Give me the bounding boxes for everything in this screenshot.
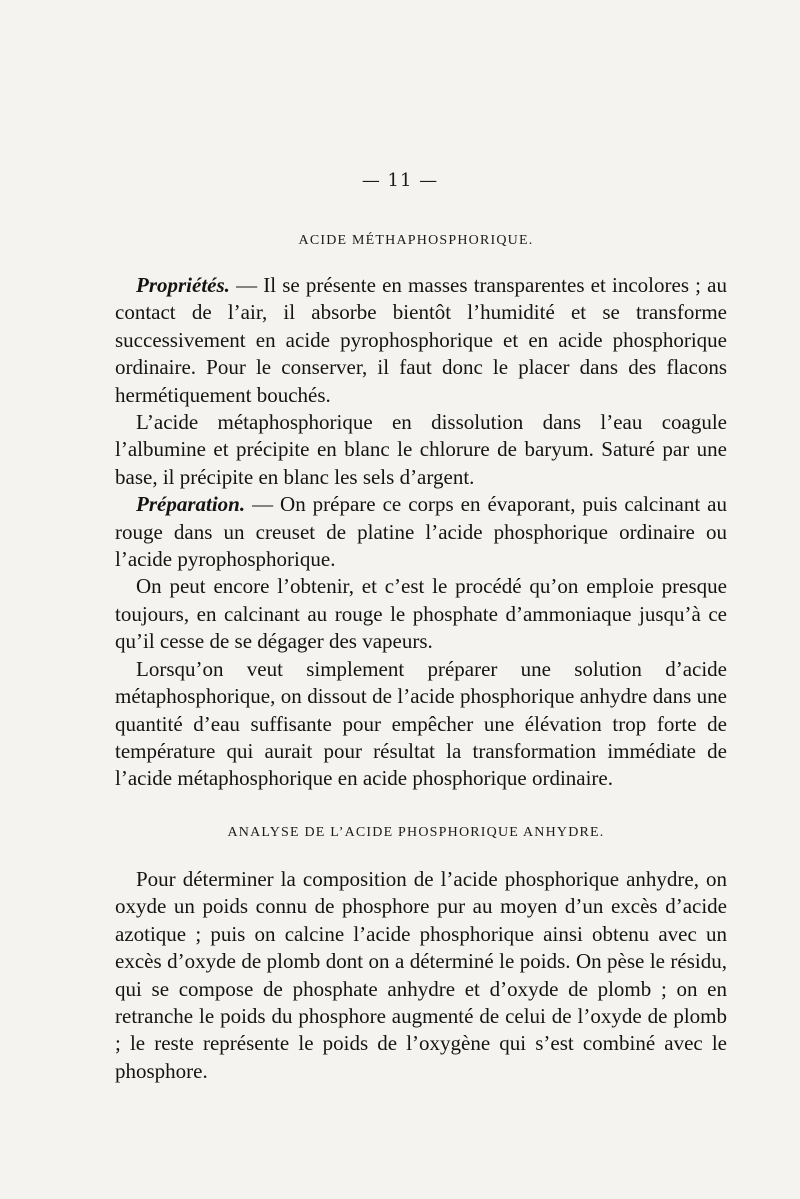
paragraph-properties [115,272,727,409]
run-in-heading-properties: Propriétés. [136,273,230,297]
paragraph-solution [115,656,727,793]
paragraph-preparation [115,491,727,573]
paragraph-text: Lorsqu’on veut simplement préparer une solution d’acide métaphosphorique, on dissout de l’acide phosphorique anhydre dans une quantité d’eau suffisante pour empêcher une élévation trop forte de température qui aurait pour résultat la transformation immédiate de l’acide métaphosphorique en acide phosphorique ordinaire. [115,656,727,791]
paragraph-text: — Il se présente en masses transparentes et incolores ; au contact de l’air, il absorbe bientôt l’humidité et se transforme successivement en acide pyrophosphorique et en acide phosphorique ordinaire. Pour le conserver, il faut donc le placer dans des flacons hermétiquement bouchés. [115,273,727,407]
paragraph-analysis [115,866,727,1085]
paragraph-text: On peut encore l’obtenir, et c’est le procédé qu’on emploie presque toujours, en calcinant au rouge le phosphate d’ammoniaque jusqu’à ce qu’il cesse de se dégager des vapeurs. [115,574,727,654]
paragraph-text: — On prépare ce corps en évaporant, puis calcinant au rouge dans un creuset de platine l’acide phosphorique ordinaire ou l’acide pyrophosphorique. [115,492,727,572]
paragraph-alternative-method [115,573,727,655]
run-in-heading-preparation: Préparation. [136,492,246,517]
section-heading-metaphosphoric-acid: ACIDE MÉTHAPHOSPHORIQUE. [298,233,534,248]
section-heading-analysis: ANALYSE DE L’ACIDE PHOSPHORIQUE ANHYDRE. [227,825,605,840]
page-number: — 11 — [361,170,439,191]
paragraph-text: Pour déterminer la composition de l’acide phosphorique anhydre, on oxyde un poids connu de phosphore pur au moyen d’un excès d’acide azotique ; puis on calcine l’acide phosphorique ainsi obtenu avec un excès d’oxyde de plomb dont on a déterminé le poids. On pèse le résidu, qui se compose de phosphate anhydre et d’oxyde de plomb ; on en retranche le poids du phosphore augmenté de celui de l’oxyde de plomb ; le reste représente le poids de l’oxygène qui s’est combiné avec le phosphore. [115,867,727,1083]
paragraph-text: L’acide métaphosphorique en dissolution dans l’eau coagule l’albumine et précipite en blanc le chlorure de baryum. Saturé par une base, il précipite en blanc les sels d’argent. [115,410,727,489]
section-body-analysis [115,866,727,1085]
paragraph-albumin [115,409,727,491]
section-body-metaphosphoric-acid [115,272,727,793]
